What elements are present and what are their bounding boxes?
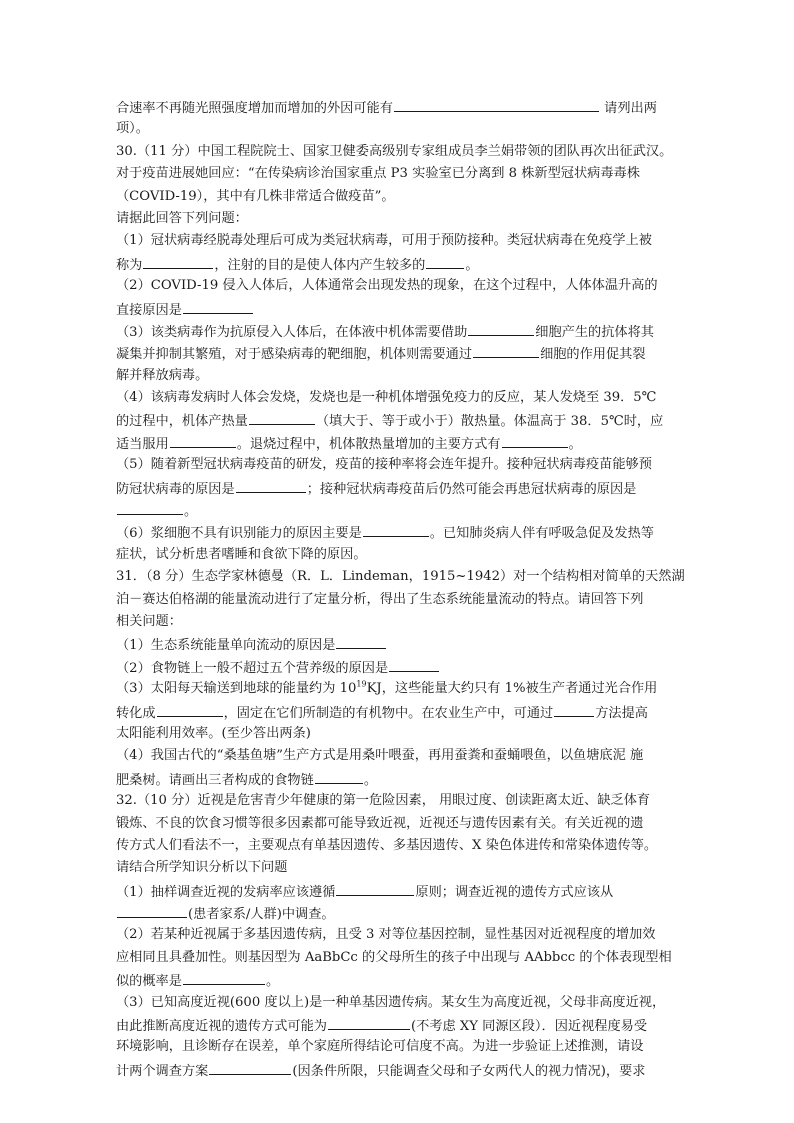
answer-blank[interactable] [183,298,253,314]
answer-blank[interactable] [394,96,599,112]
answer-blank[interactable] [336,880,414,896]
text-line: 锻炼、不良的饮食习惯等很多因素都可能导致近视，近视还与遗传因素有关。有关近视的遗 [116,815,644,831]
text-line: 泊－赛达伯格湖的能量流动进行了定量分析，得出了生态系统能量流动的特点。请回答下列 [116,591,644,607]
text-line: 传方式人们看法不一，主要观点有单基因遗传、多基因遗传、X 染色体进传和常染体遗传等。 [116,837,658,853]
text-line: 对于疫苗进展她回应：“在传染病诊治国家重点 P3 实验室已分离到 8 株新型冠状病毒毒株 [116,166,640,182]
text-line: 合速率不再随光照强度增加而增加的外因可能有 请列出两 [116,96,688,118]
answer-blank[interactable] [426,253,464,269]
text-line: 凝集并抑制其繁殖，对于感染病毒的靶细胞，机体则需要通过 细胞的作用促其裂 [116,342,688,364]
text-line: 转化成 ，固定在它们所制造的有机物中。在农业生产中，可通过 方法提高 [116,701,688,723]
text-line: 称为 ，注射的目的是使人体内产生较多的 。 [116,253,688,275]
text-line: 症状，试分析患者嗜睡和食欲下降的原因。 [116,546,367,562]
text-line: 相关问题： [116,613,182,629]
question-31-heading: 31．（8 分）生态学家林德曼（R．L．Lindeman，1915~1942）对一个结构相对简单的天然湖 [116,569,685,585]
answer-blank[interactable] [336,633,386,649]
question-30-heading: 30.（11 分）中国工程院院士、国家卫健委高级别专家组成员李兰娟带领的团队再次出征武汉。 [116,143,673,159]
text-line: （5）随着新型冠状病毒疫苗的研发，疫苗的接种率将会连年提升。接种冠状病毒疫苗能够预 [116,457,652,473]
text-line: 太阳能利用效率。(至少答出两条) [116,725,311,741]
text-line: （2）若某种近视属于多基因遗传病，且受 3 对等位基因控制，显性基因对近视程度的增加效 [116,927,656,943]
text-line: 。 [116,499,688,521]
text-line: 防冠状病毒的原因是 ；接种冠状病毒疫苗后仍然可能会再患冠状病毒的原因是 [116,477,688,499]
text-line: （1）生态系统能量单向流动的原因是 [116,633,688,655]
text-line: 项）。 [116,121,149,137]
text-line: （4）该病毒发病时人体会发烧，发烧也是一种机体增强免疫力的反应，某人发烧至 39．5℃ [116,390,657,406]
text-line: 计两个调查方案 (因条件所限，只能调查父母和子女两代人的视力情况)，要求 [116,1059,688,1081]
exam-page [116,96,688,1081]
answer-blank[interactable] [315,768,363,784]
text-line: 的过程中，机体产热量 （填大于、等于或小于）散热量。体温高于 38．5℃时，应 [116,409,688,431]
text-line: 解并释放病毒。 [116,367,209,383]
answer-blank[interactable] [473,342,539,358]
answer-blank[interactable] [236,477,306,493]
answer-blank[interactable] [502,432,568,448]
question-32-heading: 32.（10 分）近视是危害青少年健康的第一危险因素， 用眼过度、创读距离太近、缺乏体育 [116,793,651,809]
answer-blank[interactable] [143,253,213,269]
text-line: (患者家系/人群)中调查。 [116,902,688,924]
answer-blank[interactable] [170,432,236,448]
text-line: 请结合所学知识分析以下问题 [116,860,288,876]
text-line: （3）太阳每天输送到地球的能量约为 $10^{19}KJ$，这些能量大约只有 1%被生产者通过光合作用 [116,679,658,697]
text-line: （COVID-19），其中有几株非常适合做疫苗”。 [116,188,395,204]
text-line: （2）食物链上一般不超过五个营养级的原因是 [116,656,688,678]
answer-blank[interactable] [468,320,534,336]
text-line: 应相同且具叠加性。则基因型为 AaBbCc 的父母所生的孩子中出现与 AAbbcc 的个体表现型相 [116,949,672,965]
answer-blank[interactable] [117,902,187,918]
text-line: （3）该类病毒作为抗原侵入人体后，在体液中机体需要借助 细胞产生的抗体将其 [116,320,688,342]
text-line: 由此推断高度近视的遗传方式可能为 (不考虑 XY 同源区段）．因近视程度易受 [116,1014,688,1036]
text-line: 环境影响，且诊断存在误差，单个家庭所得结论可信度不高。为进一步验证上述推测，请设 [116,1039,644,1055]
text-line: 似的概率是 。 [116,969,688,991]
text-line: （2）COVID-19 侵入人体后，人体通常会出现发热的现象，在这个过程中，人体体温升高的 [116,278,658,294]
text-line: （1）冠状病毒经脱毒处理后可成为类冠状病毒，可用于预防接种。类冠状病毒在免疫学上被 [116,233,652,249]
answer-blank[interactable] [209,1059,291,1075]
answer-blank[interactable] [157,701,223,717]
answer-blank[interactable] [363,521,429,537]
answer-blank[interactable] [554,701,594,717]
text-line: （4）我国古代的“桑基鱼塘”生产方式是用桑叶喂蚕，再用蚕粪和蚕蛹喂鱼，以鱼塘底泥 施 [116,748,644,764]
answer-blank[interactable] [249,409,315,425]
answer-blank[interactable] [183,969,265,985]
text-line: （3）已知高度近视(600 度以上)是一种单基因遗传病。某女生为高度近视，父母非高度近视， [116,994,666,1010]
answer-blank[interactable] [328,1014,410,1030]
text-line: 请据此回答下列问题： [116,210,248,226]
answer-blank[interactable] [117,499,183,515]
text-line: 直接原因是 [116,298,688,320]
text-line: 适当服用 。退烧过程中，机体散热量增加的主要方式有 。 [116,432,688,454]
text-line: 肥桑树。请画出三者构成的食物链 。 [116,768,688,790]
answer-blank[interactable] [389,656,439,672]
text-line: （6）浆细胞不具有识别能力的原因主要是 。已知肺炎病人伴有呼吸急促及发热等 [116,521,688,543]
text-line: （1）抽样调查近视的发病率应该遵循 原则；调查近视的遗传方式应该从 [116,880,688,902]
